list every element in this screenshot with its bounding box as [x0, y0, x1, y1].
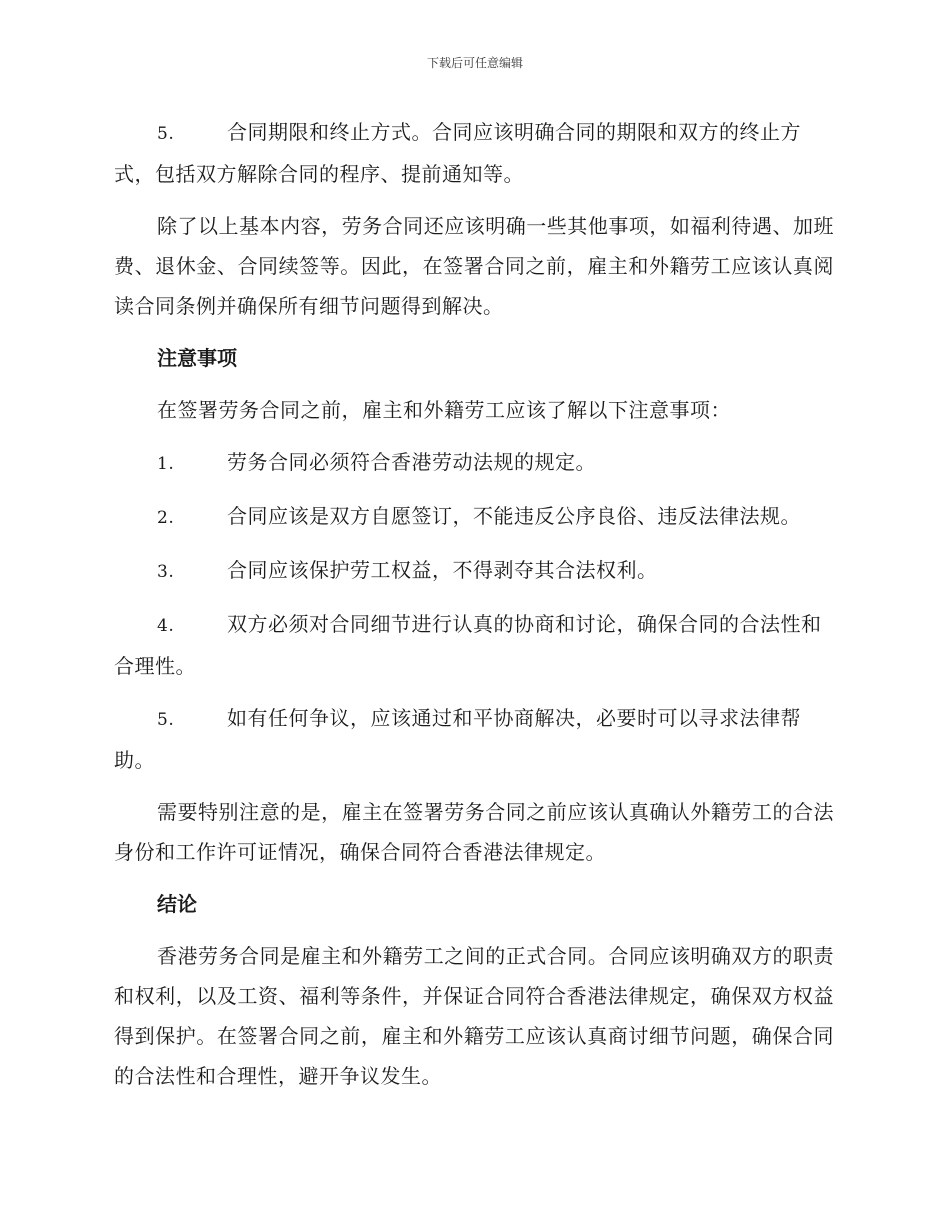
- paragraph-other-matters: 除了以上基本内容，劳务合同还应该明确一些其他事项，如福利待遇、加班费、退休金、合同续签等。因此，在签署合同之前，雇主和外籍劳工应该认真阅读合同条例并确保所有细节问题得到解决。: [114, 214, 834, 318]
- paragraph-conclusion: 香港劳务合同是雇主和外籍劳工之间的正式合同。合同应该明确双方的职责和权利，以及工资、福利等条件，并保证合同符合香港法律规定，确保双方权益得到保护。在签署合同之前，雇主和外籍劳工应该认真商讨细节问题，确保合同的合法性和合理性，避开争议发生。: [114, 944, 834, 1088]
- list-text: 双方必须对合同细节进行认真的协商和讨论，确保合同的合法性和合理性。: [114, 612, 822, 678]
- section-heading-notes: 注意事项: [157, 346, 237, 370]
- list-number: 2.: [157, 508, 175, 528]
- list-number: 3.: [157, 562, 175, 582]
- list-item: [114, 604, 834, 686]
- list-text: 合同期限和终止方式。合同应该明确合同的期限和双方的终止方式，包括双方解除合同的程序、提前通知等。: [114, 120, 801, 186]
- list-item: [114, 442, 834, 484]
- document-body: [114, 112, 834, 1108]
- list-text: 劳务合同必须符合香港劳动法规的规定。: [227, 450, 596, 474]
- list-item: [114, 698, 834, 780]
- paragraph-notes-intro: 在签署劳务合同之前，雇主和外籍劳工应该了解以下注意事项：: [157, 398, 731, 422]
- list-item: [114, 496, 834, 538]
- list-number: 1.: [157, 454, 175, 474]
- list-number: 4.: [157, 616, 175, 636]
- section-heading-conclusion: 结论: [157, 892, 197, 916]
- list-item: [114, 550, 834, 592]
- list-number: 5.: [157, 710, 175, 730]
- list-item-contract-term: [114, 112, 834, 194]
- list-text: 如有任何争议，应该通过和平协商解决，必要时可以寻求法律帮助。: [114, 706, 801, 772]
- paragraph-special-note: 需要特别注意的是，雇主在签署劳务合同之前应该认真确认外籍劳工的合法身份和工作许可证情况，确保合同符合香港法律规定。: [114, 800, 834, 864]
- list-text: 合同应该是双方自愿签订，不能违反公序良俗、违反法律法规。: [227, 504, 801, 528]
- list-text: 合同应该保护劳工权益，不得剥夺其合法权利。: [227, 558, 658, 582]
- list-number: 5.: [157, 124, 175, 144]
- page-header: 下载后可任意编辑: [426, 56, 523, 70]
